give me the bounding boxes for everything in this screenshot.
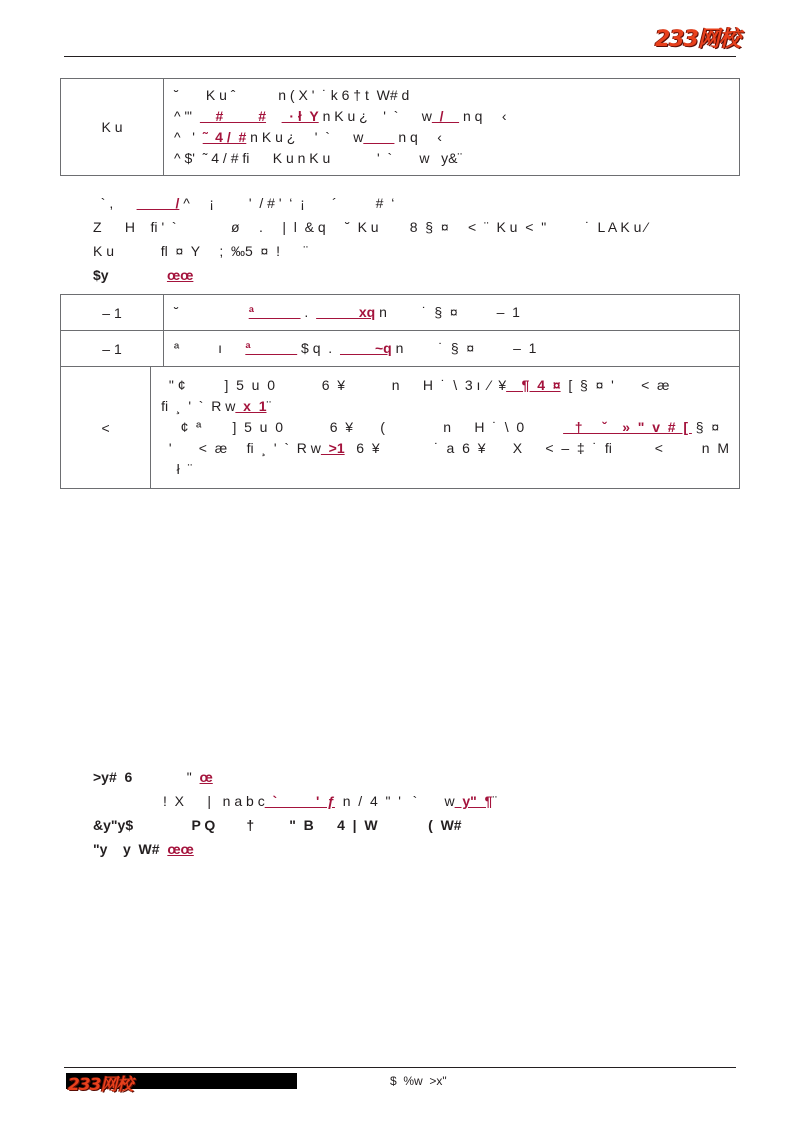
body-paragraph-2 bbox=[93, 765, 743, 861]
text-run: Z H ﬁ ' ` ø . | l & q ˘ K u 8 § ¤ < ¨ K u < " ˙ L A K u ⁄ bbox=[93, 219, 648, 235]
text-run: ˘ K u ˆ n ( X ' ˙ k 6 † t W# d bbox=[174, 87, 410, 103]
underlined-text: · ł Y bbox=[281, 108, 319, 124]
paragraph-line bbox=[93, 789, 743, 813]
underlined-text: ` ' ƒ bbox=[264, 793, 335, 809]
text-run: . bbox=[300, 304, 317, 320]
underlined-text bbox=[363, 129, 394, 145]
text-run: $y bbox=[93, 267, 109, 283]
text-run: "y y W# bbox=[93, 841, 160, 857]
site-logo: 233网校 bbox=[655, 27, 740, 52]
paragraph-line bbox=[93, 191, 743, 215]
footer-logo: 233网校 bbox=[68, 1075, 133, 1095]
underlined-text: † ˇ » " v # [ bbox=[563, 419, 692, 435]
text-run: n K u ¿ ' ` w bbox=[246, 129, 364, 145]
text-run bbox=[266, 108, 282, 124]
text-run: &y"y$ bbox=[93, 817, 134, 833]
underlined-text: y" ¶ bbox=[454, 793, 493, 809]
underlined-text: / bbox=[136, 195, 180, 211]
text-run: ^ $' ˜ 4 / # ﬁ K u n K u ' ` w y&¨ bbox=[174, 150, 463, 166]
table2-line bbox=[174, 338, 729, 359]
text-run: n q ‹ bbox=[394, 129, 442, 145]
table1-content bbox=[164, 79, 739, 175]
info-table-1 bbox=[60, 78, 740, 176]
table2-row-content bbox=[164, 331, 739, 366]
body-paragraph-1 bbox=[93, 191, 743, 287]
paragraph-line bbox=[93, 263, 743, 287]
paragraph-line bbox=[93, 239, 743, 263]
table2-row-label: – 1 bbox=[61, 331, 164, 366]
text-run: 6 ¥ ˙ a 6 ¥ X < – ‡ ˙ ﬁ < n M bbox=[344, 440, 729, 456]
text-run: ¨ bbox=[492, 793, 498, 809]
text-run: K u ﬂ ¤ Y ; ‰5 ¤ ! ¨ bbox=[93, 243, 309, 259]
text-run: [ § ¤ ' < æ bbox=[560, 377, 670, 393]
paragraph-line bbox=[93, 837, 743, 861]
underlined-text: œœ bbox=[166, 267, 194, 283]
page-number: $ %w >x" bbox=[390, 1074, 447, 1088]
table2-line bbox=[161, 417, 729, 438]
text-run: " bbox=[132, 769, 200, 785]
underlined-text: ª bbox=[245, 340, 298, 356]
header-rule bbox=[64, 56, 736, 57]
underlined-text: ¶ 4 ¤ bbox=[506, 377, 561, 393]
text-run: ¢ ª ] 5 u 0 6 ¥ ( n H ˙ \ 0 bbox=[161, 419, 564, 435]
table2-row bbox=[61, 330, 739, 366]
paragraph-line bbox=[93, 765, 743, 789]
table1-line bbox=[174, 127, 729, 148]
text-run: ' < æ ﬁ ¸ ' ` R w bbox=[161, 440, 321, 456]
paragraph-line bbox=[93, 813, 743, 837]
text-run: n q ‹ bbox=[459, 108, 507, 124]
table1-line bbox=[174, 85, 729, 106]
table1-line bbox=[174, 148, 729, 169]
text-run: ! X | n a b c bbox=[93, 793, 265, 809]
text-run: § ¤ bbox=[691, 419, 720, 435]
table2-line bbox=[161, 375, 729, 396]
text-run: " ¢ ] 5 u 0 6 ¥ n H ˙ \ 3 ı ⁄ ¥ bbox=[161, 377, 507, 393]
text-run: $ q . bbox=[297, 340, 340, 356]
underlined-text: œ bbox=[199, 769, 213, 785]
footer-rule bbox=[64, 1067, 736, 1068]
text-run: ﬁ ¸ ' ` R w bbox=[161, 398, 236, 414]
table2-line bbox=[161, 438, 729, 459]
text-run: n K u ¿ ' ` w bbox=[318, 108, 432, 124]
info-table-2 bbox=[60, 294, 740, 489]
text-run: n / 4 " ' ` w bbox=[334, 793, 455, 809]
text-run: ¨ bbox=[266, 398, 272, 414]
text-run: n ˙ § ¤ – 1 bbox=[375, 304, 520, 320]
table2-line bbox=[161, 396, 729, 417]
table1-line bbox=[174, 106, 729, 127]
paragraph-line bbox=[93, 215, 743, 239]
text-run: n ˙ § ¤ – 1 bbox=[391, 340, 537, 356]
text-run: >y# 6 bbox=[93, 769, 133, 785]
text-run bbox=[109, 267, 167, 283]
table2-line bbox=[161, 459, 729, 480]
text-run: P Q † " B 4 | W ( W# bbox=[133, 817, 462, 833]
table2-row bbox=[61, 295, 739, 330]
underlined-text: ~q bbox=[339, 340, 392, 356]
underlined-text: # # bbox=[199, 108, 267, 124]
text-run: ˘ bbox=[174, 304, 249, 320]
underlined-text: >1 bbox=[320, 440, 345, 456]
text-run: ^ ¡ ' / # ' ‘ ¡ ´ # ‘ bbox=[179, 195, 395, 211]
text-run: ` , bbox=[93, 195, 137, 211]
text-run: ^ ' bbox=[174, 129, 203, 145]
table1-label: K u bbox=[61, 79, 164, 175]
underlined-text: xq bbox=[316, 304, 376, 320]
table2-row-label: < bbox=[61, 367, 151, 488]
table2-row-content bbox=[151, 367, 739, 488]
underlined-text: ˜ 4 / # bbox=[202, 129, 247, 145]
underlined-text: ª bbox=[248, 304, 301, 320]
underlined-text: œœ bbox=[167, 841, 194, 857]
table2-row-label: – 1 bbox=[61, 295, 164, 330]
underlined-text: / bbox=[431, 108, 460, 124]
table2-row-content bbox=[164, 295, 739, 330]
text-run: ^ "' bbox=[174, 108, 200, 124]
table2-row bbox=[61, 366, 739, 488]
table2-line bbox=[174, 302, 729, 323]
text-run: ª ı bbox=[174, 340, 246, 356]
underlined-text: x 1 bbox=[235, 398, 267, 414]
text-run: ł ¨ bbox=[161, 461, 193, 477]
